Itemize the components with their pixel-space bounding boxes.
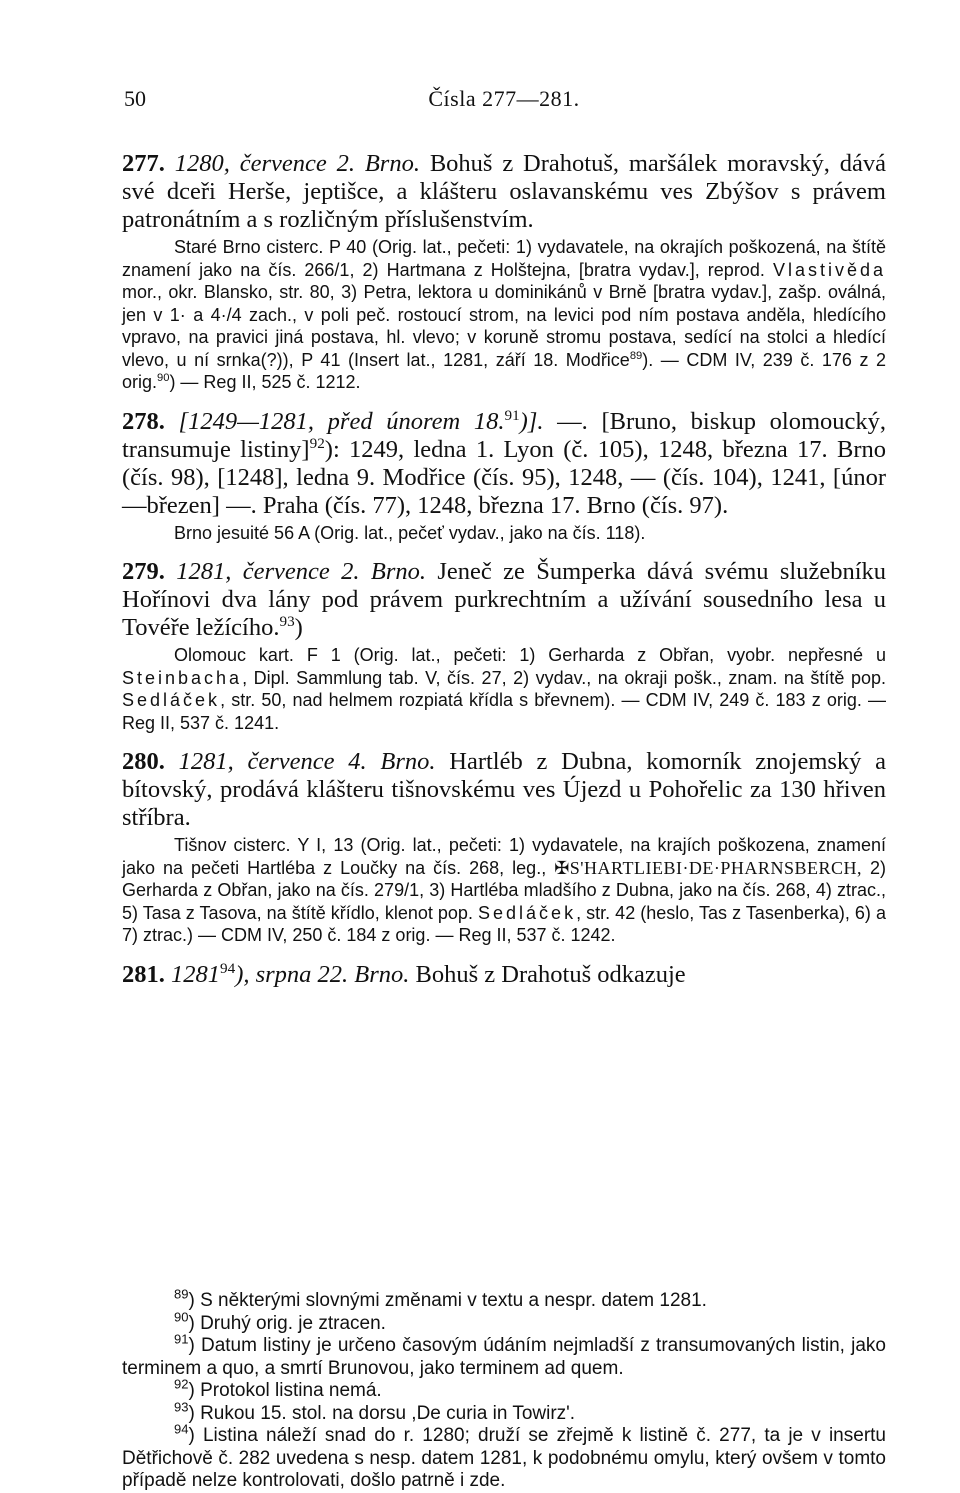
entry-date: 1281, července 4. Brno. xyxy=(178,748,436,775)
entry-regest xyxy=(122,748,886,832)
entry-regest xyxy=(122,408,886,520)
footnote-ref[interactable]: 89 xyxy=(629,349,643,362)
footnote-91 xyxy=(122,1331,886,1380)
footnote-text: ) Rukou 15. stol. na dorsu ,De curia in Towirz'. xyxy=(188,1402,576,1424)
footnote-ref[interactable]: 94 xyxy=(220,959,236,977)
entry-date-end: )]. xyxy=(519,407,544,435)
note-text: ) — Reg II, 525 č. 1212. xyxy=(169,372,361,392)
archival-note: Brno jesuité 56 A (Orig. lat., pečeť vydav., jako na čís. 118). xyxy=(174,522,646,543)
archival-note xyxy=(122,644,886,734)
footnote-89 xyxy=(122,1286,886,1313)
note-text: , str. 50, nad helmem rozpiatá křídla s břevnem). — CDM IV, 249 č. 183 z orig. — Reg II, 537 č. 1241. xyxy=(122,690,886,733)
footnote-94 xyxy=(122,1421,886,1493)
footnote-text: ) S některými slovnými změnami v textu a nespr. datem 1281. xyxy=(188,1290,707,1311)
note-spaced-text: Sedláček xyxy=(122,690,221,710)
entry-number: 280. xyxy=(122,748,165,775)
entry-281 xyxy=(122,961,886,989)
archival-note xyxy=(122,834,886,947)
entry-280 xyxy=(122,748,886,947)
footnote-mark: 91 xyxy=(174,1331,189,1347)
archival-note xyxy=(122,236,886,394)
note-text: Olomouc kart. F 1 (Orig. lat., pečeti: 1) Gerharda z Obřan, vyobr. nepřesné u xyxy=(174,645,886,665)
note-spaced-text: Sedláček xyxy=(478,902,577,923)
footnote-mark: 89 xyxy=(174,1286,189,1302)
footnote-mark: 92 xyxy=(174,1376,189,1392)
note-text: Tišnov cisterc. Y I, 13 (Orig. lat., pečeti: 1) vydavatele, na krajích poškozena, znamení jako na pečeti Hartléba z Loučky na čís. 268, leg., xyxy=(122,835,886,878)
note-spaced-text: Steinbacha xyxy=(122,667,243,688)
note-text: , Dipl. Sammlung tab. V, čís. 27, 2) vydav., na okraji pošk., znam. na štítě pop. xyxy=(242,667,886,688)
footnote-text: ) Datum listiny je určeno časovým údáním nejmladší z transumovaných listin, jako terminem a quo, a smrtí Brunovou, jako terminem ad quem. xyxy=(122,1335,886,1379)
entry-date: 1281, července 2. Brno. xyxy=(176,558,426,585)
entry-number: 278. xyxy=(122,407,165,435)
running-head xyxy=(124,86,884,116)
footnote-92 xyxy=(122,1376,886,1403)
footnote-text: ) Druhý orig. je ztracen. xyxy=(188,1312,386,1334)
entry-text-end: ) xyxy=(294,614,303,641)
note-text: Staré Brno cisterc. P 40 (Orig. lat., pečeti: 1) vydavatele, na okrajích poškozená, na štítě znamení jako na čís. 266/1, 2) Hartmana z Holštejna, [bratra vydav.], reprod. xyxy=(122,237,886,280)
note-text: 2) Gerharda z Obřan, jako na čís. 279/1, 3) Hartléba mladšího z Dubna, jako na čís. 268, 4) ztrac., 5) Tasa z Tasova, na štítě křídlo, klenot pop. xyxy=(122,857,886,923)
footnote-93 xyxy=(122,1399,886,1426)
entry-regest xyxy=(122,558,886,642)
footnote-ref[interactable]: 90 xyxy=(157,372,170,384)
footnote-ref[interactable]: 93 xyxy=(279,612,295,630)
entry-text: ): 1249, ledna 1. Lyon (č. 105), 1248, března 17. Brno (čís. 98), [1248], ledna 9. Modřice (čís. 95), 1248, — (čís. 104), 1241, [únor—březen] —. Praha (čís. 77), 1248, března 17. Brno (čís. 97). xyxy=(122,435,886,519)
footnote-mark: 94 xyxy=(174,1421,189,1437)
entry-text: Jeneč ze Šumperka dává svému služebníku Hořínovi dva lány pod právem purkrechtním a užívání sousedního lesa u Tovéře ležícího. xyxy=(122,558,887,641)
entry-date: 1280, července 2. Brno. xyxy=(174,150,420,177)
footnote-mark: 90 xyxy=(174,1309,189,1325)
seal-legend: ✠S'HARTLIEBI·DE·PHARNSBERCH, xyxy=(554,857,862,878)
footnote-text: ) Protokol listina nemá. xyxy=(188,1380,382,1401)
footnote-text: ) Listina náleží snad do r. 1280; druží se zřejmě k listině č. 277, ta je v insertu Dětřichově č. 282 uvedena s nesp. datem 1281, k podobnému omylu, který ovšem v tomto případě nelze kontrolovati, došlo patrně i zde. xyxy=(122,1425,886,1491)
footnote-ref[interactable]: 92 xyxy=(309,434,325,452)
entry-text: Bohuš z Drahotuš, maršálek moravský, dává své dceři Herše, jeptišce, a klášteru oslavanskému ves Zbýšov s právem patronátním a s rozličným příslušenstvím. xyxy=(122,150,886,233)
note-text: mor., okr. Blansko, str. 80, 3) Petra, lektora u dominikánů v Brně [bratra vydav.], zašp. oválná, jen v 1· a 4·/4 zach., v poli peč. rostoucí strom, na levici pod ním postava anděla, hledícího vpravo, na pravici jiná postava, hl. vlevo; v koruně stromu postava, sedící na stolci a hledící vlevo, u ní srnka(?)), P 41 (Insert lat., 1281, září 18. Modřice xyxy=(122,282,886,370)
entry-date: 1281 xyxy=(171,960,220,988)
note-text: , str. 42 (heslo, Tas z Tasenberka), 6) a 7) ztrac.) — CDM IV, 250 č. 184 z orig. — Reg II, 537 č. 1242. xyxy=(122,902,886,945)
entry-277 xyxy=(122,150,886,394)
entry-text: Bohuš z Drahotuš odkazuje xyxy=(415,960,686,988)
note-text: ). — CDM IV, 239 č. 176 z 2 orig. xyxy=(122,349,886,392)
entry-number: 277. xyxy=(122,150,165,177)
entry-date: [1249—1281, před únorem 18. xyxy=(178,407,505,435)
footnote-mark: 93 xyxy=(174,1399,189,1415)
main-content xyxy=(122,150,886,1003)
entry-text: Hartléb z Dubna, komorník znojemský a bítovský, prodává klášteru tišnovskému ves Újezd u Pohořelic za 130 hřiven stříbra. xyxy=(122,748,887,831)
entry-278 xyxy=(122,408,886,545)
entry-regest xyxy=(122,150,886,234)
footnote-90 xyxy=(122,1309,886,1336)
entry-regest xyxy=(122,961,886,989)
entry-number: 281. xyxy=(122,960,165,988)
entry-date-end: ), srpna 22. Brno. xyxy=(235,960,410,988)
entry-number: 279. xyxy=(122,558,165,585)
running-title: Čísla 277—281. xyxy=(428,86,580,111)
entry-279 xyxy=(122,558,886,734)
footnotes xyxy=(122,1286,886,1493)
entry-text: —. [Bruno, biskup olomoucký, transumuje listiny] xyxy=(122,407,887,463)
page-number: 50 xyxy=(124,86,146,111)
note-spaced-text: Vlastivěda xyxy=(772,259,886,280)
footnote-ref[interactable]: 91 xyxy=(504,406,520,424)
